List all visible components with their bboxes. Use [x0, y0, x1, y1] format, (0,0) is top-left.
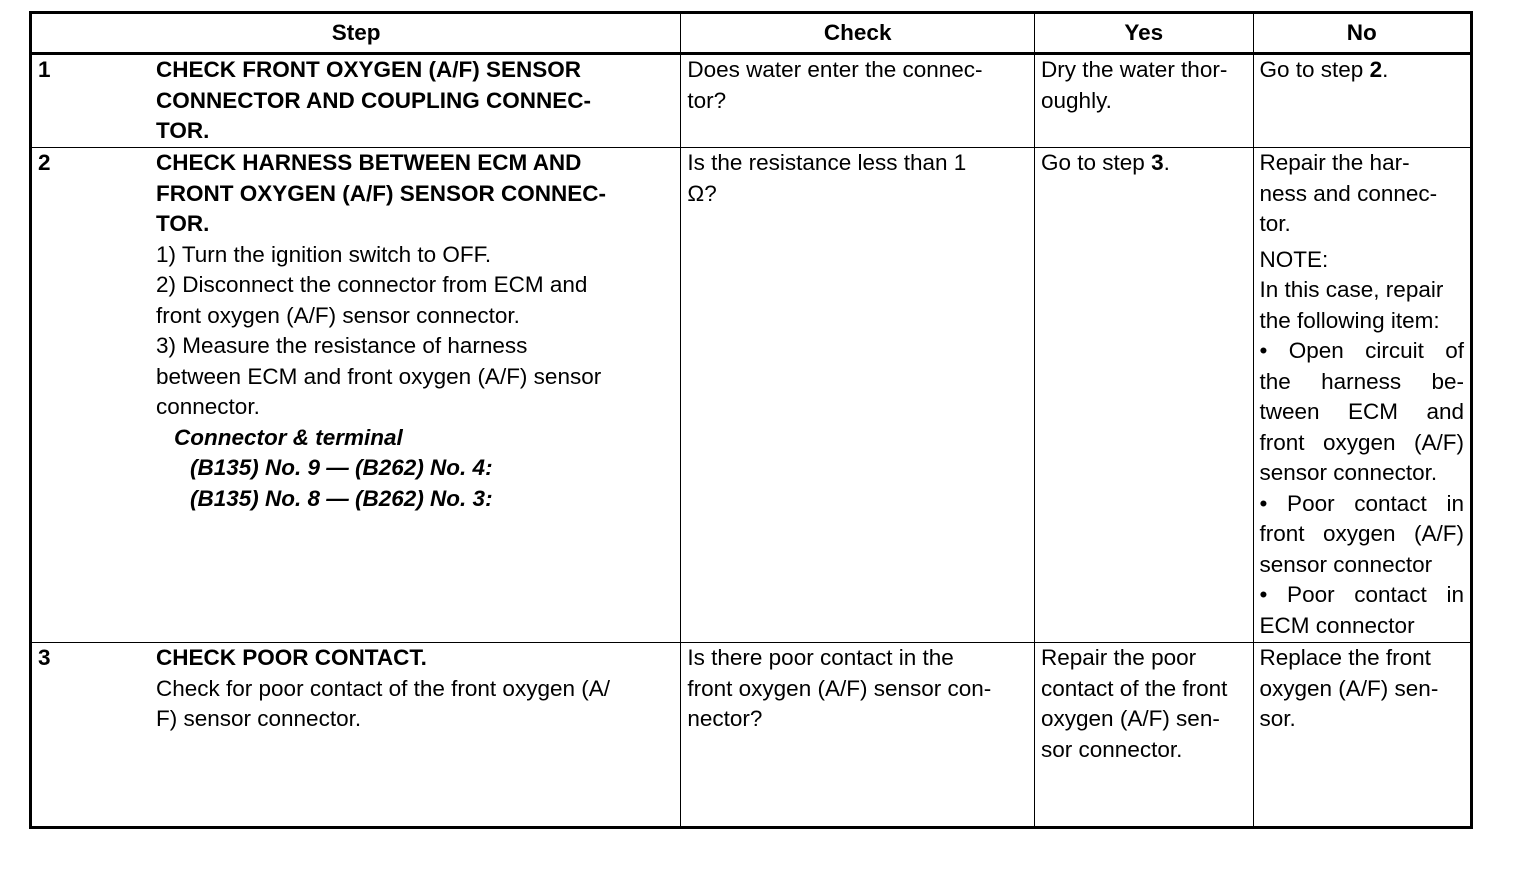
check-line: Ω?: [687, 180, 717, 206]
check-line: Does water enter the connec-: [687, 57, 983, 82]
yes-line: Dry the water thor-: [1041, 57, 1228, 82]
bullet-line: tween ECM and: [1259, 399, 1464, 424]
check-cell: [681, 643, 1035, 828]
step-title-line: CHECK FRONT OXYGEN (A/F) SENSOR: [156, 57, 582, 82]
check-cell: [681, 148, 1035, 643]
no-line: oxygen (A/F) sen-: [1259, 675, 1439, 701]
step-number: 3: [38, 645, 51, 670]
check-line: nector?: [687, 706, 763, 731]
connector-terminal-line: (B135) No. 8 — (B262) No. 3:: [190, 485, 493, 511]
no-text: Go to step: [1259, 57, 1370, 82]
step-title-line: TOR.: [156, 118, 210, 143]
header-check: Check: [681, 13, 1035, 54]
step-desc-line: F) sensor connector.: [156, 706, 362, 731]
yes-text: Go to step: [1041, 150, 1152, 175]
bullet-line: sensor connector: [1259, 551, 1433, 577]
yes-line: contact of the front: [1041, 675, 1228, 701]
step-cell: [31, 643, 681, 828]
procedure-line: 1) Turn the ignition switch to OFF.: [156, 241, 492, 267]
header-yes: Yes: [1035, 13, 1253, 54]
no-line: ness and connec-: [1259, 180, 1438, 206]
no-line: tor.: [1259, 211, 1291, 236]
header-row: [31, 13, 1472, 54]
step-desc-line: Check for poor contact of the front oxygen (A/: [156, 675, 610, 701]
header-step: Step: [31, 13, 681, 54]
procedure-line: 3) Measure the resistance of harness: [156, 333, 528, 358]
bullet-line: front oxygen (A/F): [1259, 521, 1464, 546]
bullet-line: sensor connector.: [1259, 460, 1438, 485]
procedure-line: front oxygen (A/F) sensor connector.: [156, 302, 520, 328]
check-line: Is the resistance less than 1: [687, 150, 967, 175]
yes-line: [1041, 148, 1252, 179]
note-label: NOTE:: [1259, 246, 1329, 272]
note-line: In this case, repair: [1259, 277, 1444, 302]
procedure-line: between ECM and front oxygen (A/F) sensor: [156, 363, 602, 389]
yes-line: Repair the poor: [1041, 645, 1197, 670]
note-line: the following item:: [1259, 307, 1440, 333]
yes-suffix: .: [1163, 150, 1170, 175]
table-row: [31, 54, 1472, 148]
yes-line: sor connector.: [1041, 736, 1183, 762]
check-line: Is there poor contact in the: [687, 645, 954, 670]
step-title-line: CHECK HARNESS BETWEEN ECM AND: [156, 150, 582, 175]
connector-terminal-label: Connector & terminal: [174, 424, 403, 450]
check-cell: [681, 54, 1035, 148]
no-line: Repair the har-: [1259, 150, 1410, 175]
yes-cell: [1035, 148, 1253, 643]
yes-cell: [1035, 643, 1253, 828]
step-number: 1: [38, 57, 51, 82]
bullet-line: • Poor contact in: [1259, 490, 1464, 516]
table-row: [31, 643, 1472, 828]
no-suffix: .: [1382, 57, 1389, 82]
bullet-line: front oxygen (A/F): [1259, 429, 1464, 455]
step-title-line: FRONT OXYGEN (A/F) SENSOR CONNEC-: [156, 180, 607, 206]
no-cell: [1253, 643, 1472, 828]
yes-line: oughly.: [1041, 87, 1112, 113]
no-cell: [1253, 54, 1472, 148]
step-link-2: 2: [1369, 57, 1383, 82]
step-title-line: CHECK POOR CONTACT.: [156, 645, 427, 670]
procedure-line: connector.: [156, 394, 260, 419]
check-line: tor?: [687, 87, 727, 113]
connector-terminal-line: (B135) No. 9 — (B262) No. 4:: [190, 455, 493, 480]
table-row: [31, 148, 1472, 643]
no-line: [1260, 55, 1471, 86]
step-title-line: CONNECTOR AND COUPLING CONNEC-: [156, 87, 592, 113]
check-line: front oxygen (A/F) sensor con-: [687, 675, 992, 701]
bullet-line: • Poor contact in: [1259, 582, 1464, 607]
procedure-line: 2) Disconnect the connector from ECM and: [156, 272, 588, 297]
step-cell: [31, 54, 681, 148]
header-no: No: [1253, 13, 1472, 54]
step-number: 2: [38, 150, 51, 175]
yes-cell: [1035, 54, 1253, 148]
no-line: Replace the front: [1259, 645, 1431, 670]
bullet-line: the harness be-: [1259, 368, 1464, 394]
step-title-line: TOR.: [156, 211, 210, 236]
step-cell: [31, 148, 681, 643]
no-line: sor.: [1259, 706, 1296, 731]
step-link-3: 3: [1151, 150, 1164, 175]
bullet-line: ECM connector: [1259, 612, 1415, 638]
no-cell: [1253, 148, 1472, 643]
diagnostic-table: [29, 11, 1473, 829]
yes-line: oxygen (A/F) sen-: [1041, 706, 1220, 731]
bullet-line: • Open circuit of: [1259, 338, 1464, 363]
